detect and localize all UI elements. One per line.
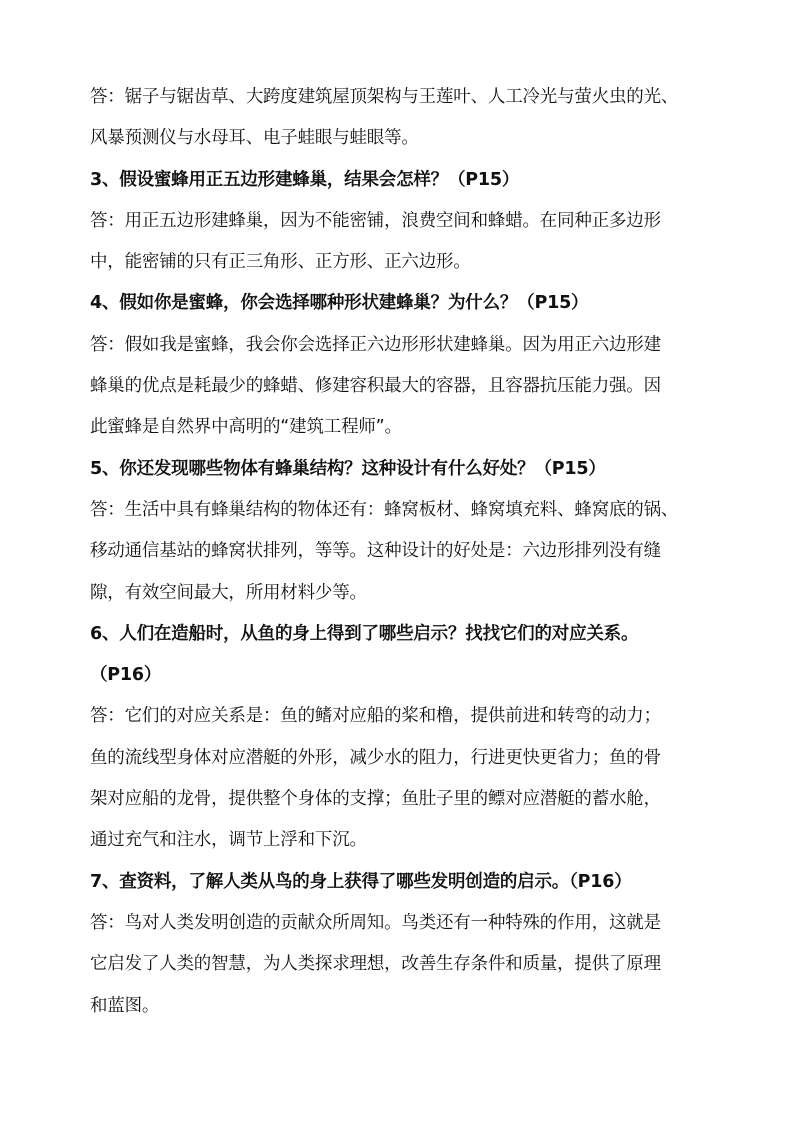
answer-line: 答：锯子与锯齿草、大跨度建筑屋顶架构与王莲叶、人工冷光与萤火虫的光、 <box>90 87 679 107</box>
document-page <box>90 77 706 1027</box>
answer-line: 答：鸟对人类发明创造的贡献众所周知。鸟类还有一种特殊的作用，这就是 <box>90 912 661 933</box>
answer-line: 中，能密铺的只有正三角形、正方形、正六边形。 <box>90 252 471 273</box>
answer-line: 答：它们的对应关系是：鱼的鳍对应船的桨和橹，提供前进和转弯的动力； <box>90 706 661 727</box>
answer-line: 答：假如我是蜜蜂，我会你会选择正六边形形状建蜂巢。因为用正六边形建 <box>90 334 661 355</box>
question-heading: 7、查资料，了解人类从鸟的身上获得了哪些发明创造的启示。（P16） <box>90 871 632 892</box>
answer-line: 风暴预测仪与水母耳、电子蛙眼与蛙眼等。 <box>90 128 419 149</box>
answer-line: 架对应船的龙骨，提供整个身体的支撑；鱼肚子里的鳔对应潜艇的蓄水舱， <box>90 789 661 810</box>
answer-line: 移动通信基站的蜂窝状排列，等等。这种设计的好处是：六边形排列没有缝 <box>90 541 661 562</box>
question-heading: 4、假如你是蜜蜂，你会选择哪种形状建蜂巢？为什么？（P15） <box>90 293 589 314</box>
answer-line: 鱼的流线型身体对应潜艇的外形，减少水的阻力，行进更快更省力；鱼的骨 <box>90 747 661 768</box>
answer-line: 此蜜蜂是自然界中高明的“建筑工程师”。 <box>90 417 402 438</box>
answer-line: 和蓝图。 <box>90 995 160 1016</box>
answer-line: 答：用正五边形建蜂巢，因为不能密铺，浪费空间和蜂蜡。在同种正多边形 <box>90 210 661 231</box>
question-heading: 5、你还发现哪些物体有蜂巢结构？这种设计有什么好处？（P15） <box>90 458 606 479</box>
question-heading: 6、人们在造船时，从鱼的身上得到了哪些启示？找找它们的对应关系。 <box>90 623 639 644</box>
answer-line: 它启发了人类的智慧，为人类探求理想，改善生存条件和质量，提供了原理 <box>90 954 661 975</box>
question-page-ref: （P16） <box>90 665 162 686</box>
question-heading: 3、假设蜜蜂用正五边形建蜂巢，结果会怎样？（P15） <box>90 169 520 190</box>
answer-line: 通过充气和注水，调节上浮和下沉。 <box>90 830 367 851</box>
answer-line: 隙，有效空间最大，所用材料少等。 <box>90 582 367 603</box>
answer-line: 答：生活中具有蜂巢结构的物体还有：蜂窝板材、蜂窝填充料、蜂窝底的锅、 <box>90 499 679 520</box>
answer-line: 蜂巢的优点是耗最少的蜂蜡、修建容积最大的容器，且容器抗压能力强。因 <box>90 376 661 397</box>
